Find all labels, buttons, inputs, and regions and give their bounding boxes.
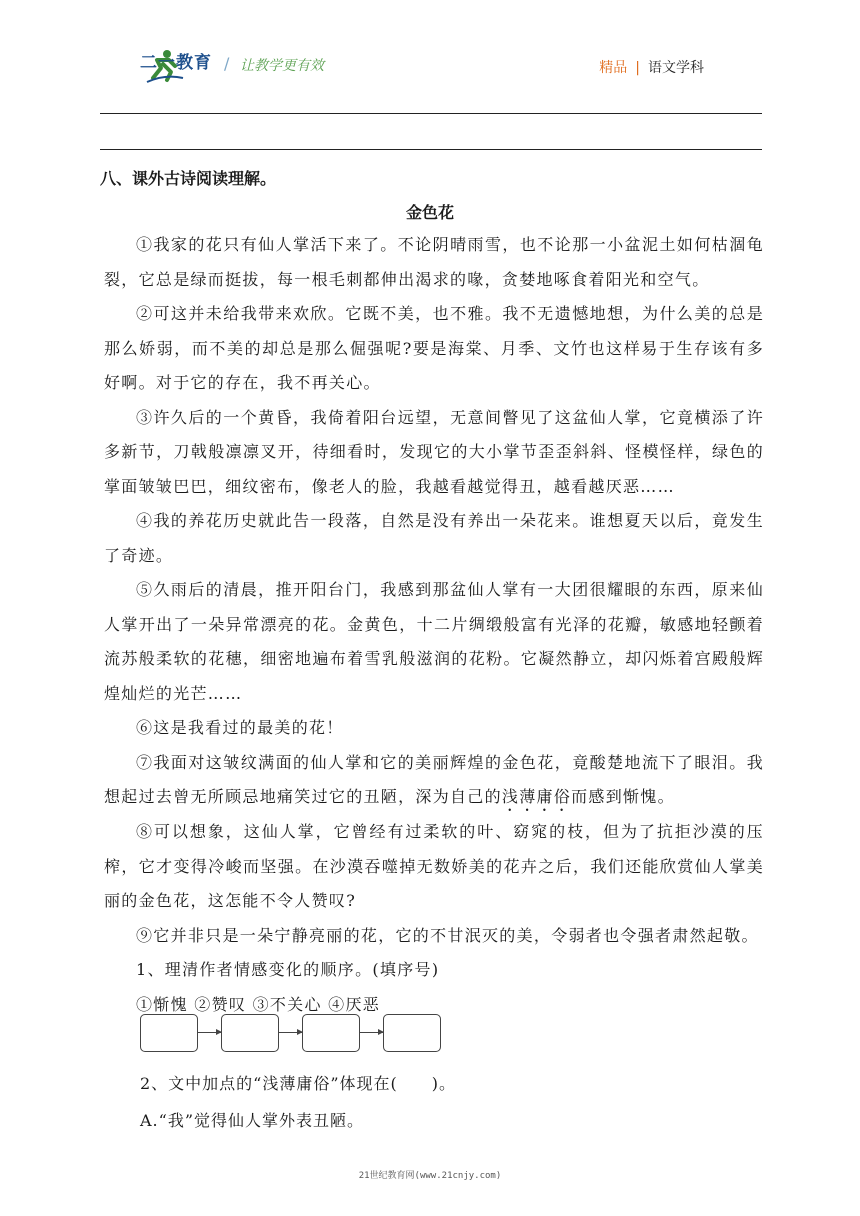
section-title: 八、课外古诗阅读理解。 xyxy=(100,169,277,188)
question-1-options: ①惭愧 ②赞叹 ③不关心 ④厌恶 xyxy=(136,994,381,1014)
page-footer: 21世纪教育网(www.21cnjy.com) xyxy=(358,1171,502,1181)
passage-body xyxy=(104,228,764,1022)
paragraph-2: ②可这并未给我带来欢欣。它既不美，也不雅。我不无遗憾地想，为什么美的总是那么娇弱，而不美的却总是那么倔强呢?要是海棠、月季、文竹也这样易于生存该有多好啊。对于它的存在，我不再关心。 xyxy=(104,304,764,392)
passage-title: 金色花 xyxy=(405,203,454,222)
arrow-icon xyxy=(359,1032,383,1033)
dotted-phrase: 浅薄庸俗 xyxy=(501,787,572,806)
arrow-icon xyxy=(278,1032,302,1033)
tag-premium: 精品 xyxy=(599,60,628,76)
question-2-option-a: A.“我”觉得仙人掌外表丑陋。 xyxy=(140,1111,365,1130)
header-rule xyxy=(100,113,762,114)
paragraph-9: ⑨它并非只是一朵宁静亮丽的花，它的不甘泯灭的美，令弱者也令强者肃然起敬。 xyxy=(136,925,759,945)
paragraph-1: ①我家的花只有仙人掌活下来了。不论阴晴雨雪，也不论那一小盆泥土如何枯涸龟裂，它总是绿而挺拔，每一根毛刺都伸出渴求的喙，贪婪地啄食着阳光和空气。 xyxy=(104,235,764,289)
answer-box-2[interactable] xyxy=(221,1014,279,1052)
answer-box-chain xyxy=(140,1014,440,1054)
paragraph-7-b: 而感到惭愧。 xyxy=(571,787,675,806)
paragraph-7 xyxy=(104,746,764,816)
header-tag xyxy=(599,57,704,77)
page-header xyxy=(100,44,762,84)
slogan: 让教学更有效 xyxy=(240,58,324,74)
paragraph-7-a: ⑦我面对这皱纹满面的仙人掌和它的美丽辉煌的金色花，竟酸楚地流下了眼泪。我想起过去曾无所顾忌地痛笑过它的丑陋，深为自己的 xyxy=(104,752,764,806)
paragraph-5: ⑤久雨后的清晨，推开阳台门，我感到那盆仙人掌有一大团很耀眼的东西，原来仙人掌开出了一朵异常漂亮的花。金黄色，十二片绸缎般富有光泽的花瓣，敏感地轻颤着流苏般柔软的花穗，细密地遍布着雪乳般滋润的花粉。它凝然静立，却闪烁着宫殿般辉煌灿烂的光芒…… xyxy=(104,580,764,703)
header-slash: / xyxy=(224,54,230,73)
tag-subject: 语文学科 xyxy=(648,60,704,76)
paragraph-4: ④我的养花历史就此告一段落，自然是没有养出一朵花来。谁想夏天以后，竟发生了奇迹。 xyxy=(104,511,764,565)
question-2: 2、文中加点的“浅薄庸俗”体现在( )。 xyxy=(140,1074,457,1093)
paragraph-6: ⑥这是我看过的最美的花！ xyxy=(136,718,344,737)
tag-separator: | xyxy=(635,60,640,76)
answer-box-3[interactable] xyxy=(302,1014,360,1052)
logo-text: 二一教育 xyxy=(140,53,212,73)
paragraph-8: ⑧可以想象，这仙人掌，它曾经有过柔软的叶、窈窕的枝，但为了抗拒沙漠的压榨，它才变得冷峻而坚强。在沙漠吞噬掉无数娇美的花卉之后，我们还能欣赏仙人掌美丽的金色花，这怎能不令人赞叹? xyxy=(104,822,764,910)
header-rule-2 xyxy=(100,149,762,150)
arrow-icon xyxy=(197,1032,221,1033)
answer-box-4[interactable] xyxy=(383,1014,441,1052)
answer-box-1[interactable] xyxy=(140,1014,198,1052)
paragraph-3: ③许久后的一个黄昏，我倚着阳台远望，无意间瞥见了这盆仙人掌，它竟横添了许多新节，刀戟般凛凛叉开，待细看时，发现它的大小掌节歪歪斜斜、怪模怪样，绿色的掌面皱皱巴巴，细纹密布，像老人的脸，我越看越觉得丑，越看越厌恶…… xyxy=(104,407,764,496)
question-1: 1、理清作者情感变化的顺序。(填序号) xyxy=(136,960,440,979)
